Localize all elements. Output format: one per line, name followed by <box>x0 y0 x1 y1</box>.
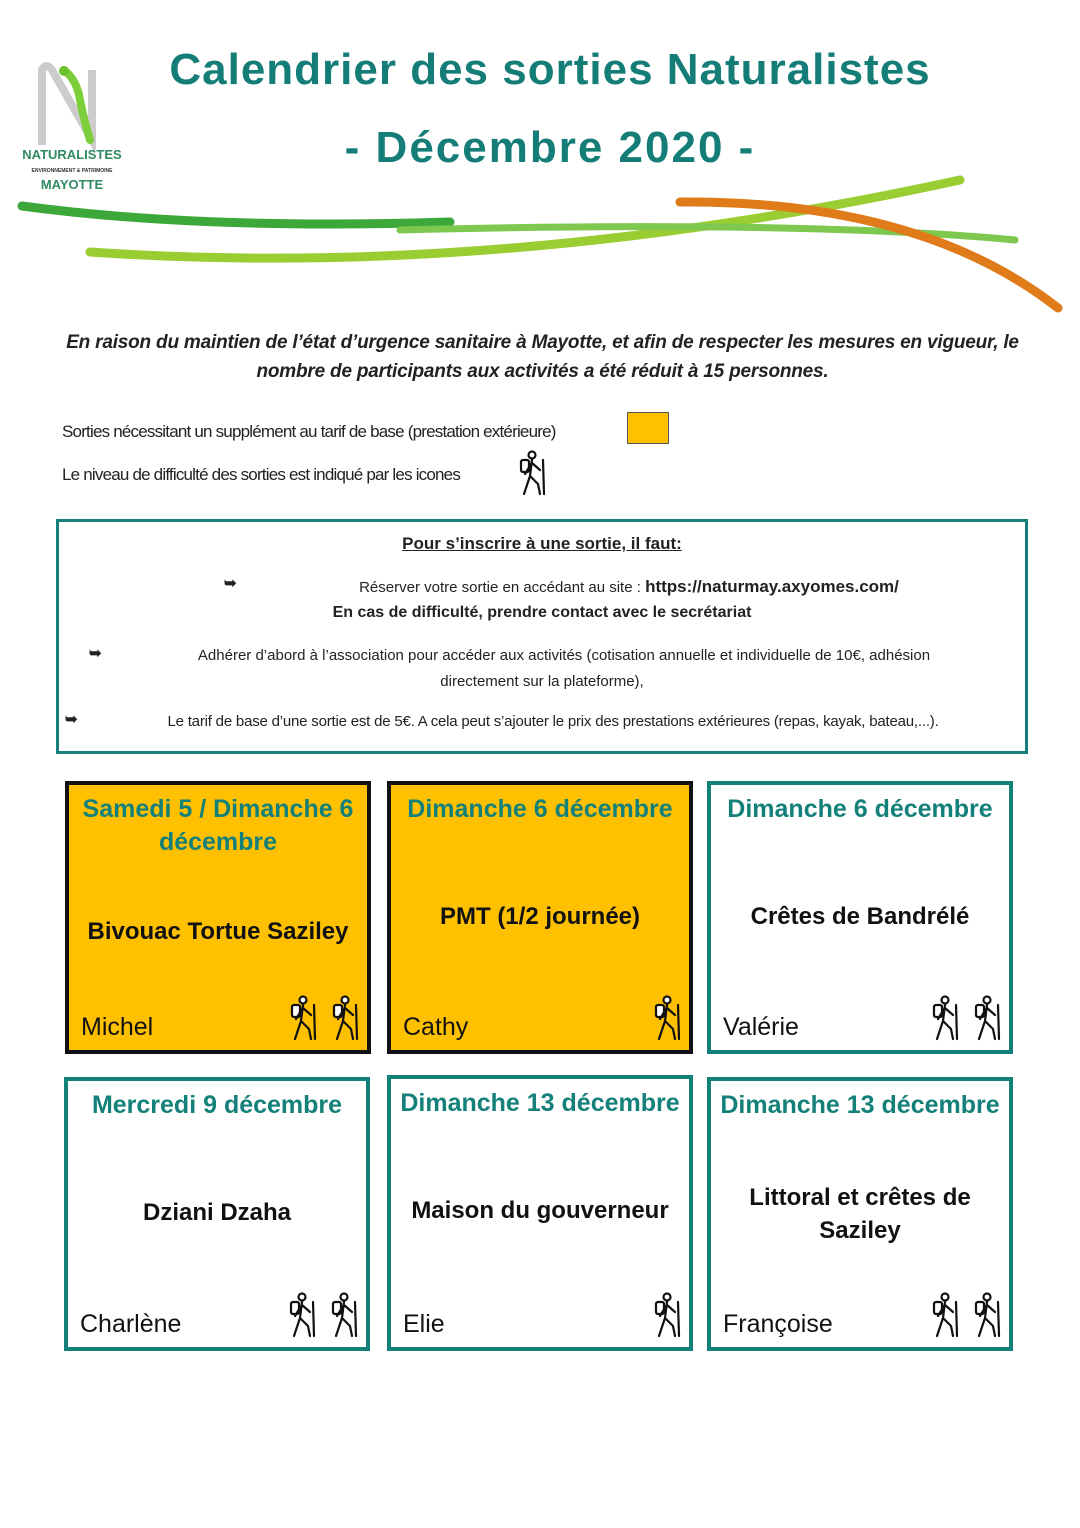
info-item-reserve: Réserver votre sortie en accédant au site : <box>359 579 646 596</box>
outing-guide: Valérie <box>723 1013 799 1041</box>
outing-card <box>387 781 693 1054</box>
difficulty-indicator <box>284 1292 360 1343</box>
arrow-bullet-icon: ➥ <box>65 711 78 728</box>
info-heading: Pour s’inscrire à une sortie, il faut: <box>402 534 682 553</box>
outing-name: Bivouac Tortue Saziley <box>87 918 349 945</box>
outing-guide: Michel <box>81 1013 154 1041</box>
outing-name: Crêtes de Bandrélé <box>750 903 970 930</box>
page-subtitle: - Décembre 2020 - <box>344 123 756 172</box>
hiker-icon <box>927 995 961 1046</box>
outing-card <box>387 1075 693 1351</box>
hiker-icon <box>514 450 548 501</box>
outing-card <box>707 781 1013 1054</box>
outing-date: Samedi 5 / Dimanche 6 décembre <box>82 795 354 856</box>
hiker-icon <box>969 1292 1003 1343</box>
hiker-icon <box>284 1292 318 1343</box>
info-item-membership-cont: directement sur la plateforme), <box>440 673 644 690</box>
hiker-icon <box>927 1292 961 1343</box>
outing-guide: Françoise <box>723 1310 833 1338</box>
hiker-icon <box>649 995 683 1046</box>
difficulty-indicator <box>927 995 1003 1046</box>
outing-date: Dimanche 6 décembre <box>727 795 993 823</box>
difficulty-indicator <box>649 995 683 1046</box>
legend-difficulty: Le niveau de difficulté des sorties est indiqué par les icones <box>62 465 461 484</box>
difficulty-indicator <box>285 995 361 1046</box>
hiker-icon <box>969 995 1003 1046</box>
outing-date: Dimanche 13 décembre <box>400 1089 680 1117</box>
outing-name: Maison du gouverneur <box>411 1197 669 1224</box>
info-item-price: Le tarif de base d’une sortie est de 5€. A cela peut s’ajouter le prix des prestations extérieures (repas, kayak, bateau,...). <box>167 713 939 730</box>
arrow-bullet-icon: ➥ <box>224 575 237 592</box>
outing-guide: Elie <box>403 1310 445 1338</box>
arrow-bullet-icon: ➥ <box>89 645 102 662</box>
hiker-icon <box>327 995 361 1046</box>
outing-card <box>64 1077 370 1351</box>
registration-info-box <box>56 519 1028 754</box>
legend-supplement: Sorties nécessitant un supplément au tarif de base (prestation extérieure) <box>62 422 556 441</box>
outing-name: Littoral et crêtes de Saziley <box>749 1184 971 1244</box>
logo-text: NATURALISTES <box>22 147 122 162</box>
hiker-icon <box>649 1292 683 1343</box>
health-notice: En raison du maintien de l’état d’urgence sanitaire à Mayotte, et afin de respecter les mesures en vigueur, le nombre de participants aux activités a été réduit à 15 personnes. <box>66 332 1019 382</box>
outing-date: Dimanche 13 décembre <box>720 1091 1000 1119</box>
info-item-contact: En cas de difficulté, prendre contact avec le secrétariat <box>332 604 752 621</box>
outing-guide: Charlène <box>80 1310 182 1338</box>
hiker-icon <box>326 1292 360 1343</box>
booking-link[interactable]: https://naturmay.axyomes.com/ <box>645 577 899 596</box>
info-item-membership: Adhérer d’abord à l’association pour accéder aux activités (cotisation annuelle et individuelle de 10€, adhésion <box>197 647 931 664</box>
outing-date: Dimanche 6 décembre <box>407 795 673 823</box>
logo-subtext: ENVIRONNEMENT & PATRIMOINE <box>31 168 113 174</box>
difficulty-indicator <box>927 1292 1003 1343</box>
page-title: Calendrier des sorties Naturalistes <box>169 45 931 94</box>
outing-name: PMT (1/2 journée) <box>439 903 641 930</box>
outing-date: Mercredi 9 décembre <box>91 1091 343 1119</box>
logo-text-mayotte: MAYOTTE <box>40 177 104 192</box>
outing-card <box>707 1077 1013 1351</box>
supplement-color-swatch <box>627 412 669 444</box>
outing-guide: Cathy <box>403 1013 469 1041</box>
outing-card <box>65 781 371 1054</box>
lizard-logo-icon <box>22 60 122 150</box>
hiker-icon <box>285 995 319 1046</box>
outing-name: Dziani Dzaha <box>142 1199 292 1226</box>
decorative-swoosh <box>0 160 1080 320</box>
difficulty-indicator <box>649 1292 683 1343</box>
